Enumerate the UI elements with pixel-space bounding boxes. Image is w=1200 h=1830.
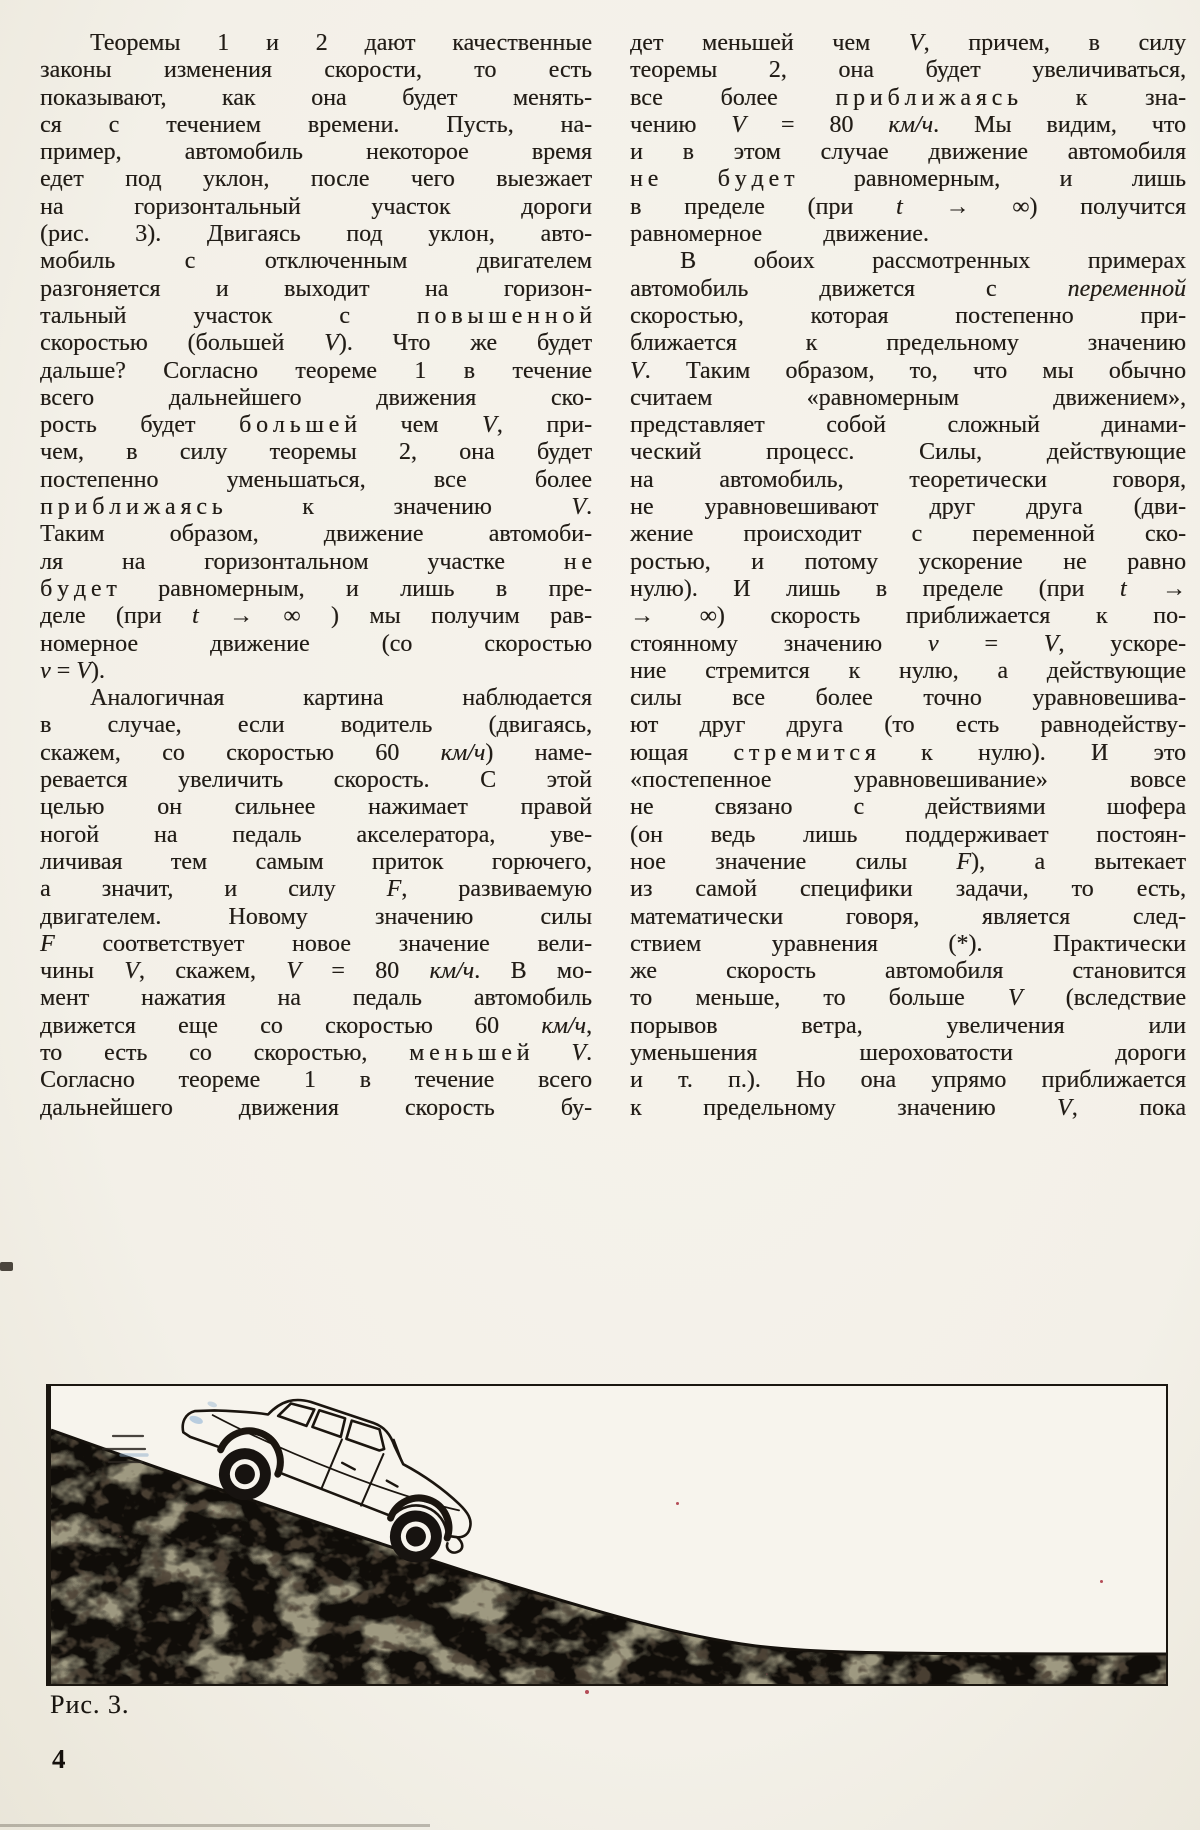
text-line: из самой специфики задачи, то есть, xyxy=(630,876,1186,903)
print-speck xyxy=(676,1502,679,1505)
text-line: v = V). xyxy=(40,657,105,684)
text-line: ся с течением времени. Пусть, на- xyxy=(40,111,592,138)
text-line: к предельному значению V, пока xyxy=(630,1094,1186,1121)
text-line: не связано с действиями шофера xyxy=(630,794,1186,821)
text-line: законы изменения скорости, то есть xyxy=(40,57,592,84)
text-line: V. Таким образом, то, что мы обычно xyxy=(630,357,1186,384)
text-line: а значит, и силу F, развиваемую xyxy=(40,876,592,903)
text-line: ногой на педаль акселератора, уве- xyxy=(40,821,592,848)
text-line: всего дальнейшего движения ско- xyxy=(40,384,592,411)
text-line: чем, в силу теоремы 2, она будет xyxy=(40,439,592,466)
text-line: чины V, скажем, V = 80 км/ч. В мо- xyxy=(40,958,592,985)
text-column-right xyxy=(630,30,1186,1122)
scan-bottom-edge xyxy=(0,1824,430,1827)
text-line: Теоремы 1 и 2 дают качественные xyxy=(90,30,592,56)
text-line: дальнейшего движения скорость бу- xyxy=(40,1094,592,1121)
text-line: разгоняется и выходит на горизон- xyxy=(40,275,592,302)
text-line: и в этом случае движение автомобиля xyxy=(630,139,1186,166)
text-line: то меньше, то больше V (вследствие xyxy=(630,985,1186,1012)
text-line: не уравновешивают друг друга (дви- xyxy=(630,494,1186,521)
text-line: равномерное движение. xyxy=(630,221,929,248)
text-line: ное значение силы F), а вытекает xyxy=(630,848,1186,875)
text-line: двигателем. Новому значению силы xyxy=(40,903,592,930)
text-line: порывов ветра, увеличения или xyxy=(630,1012,1186,1039)
text-line: ля на горизонтальном участке н е xyxy=(40,548,592,575)
text-line: едет под уклон, после чего выезжает xyxy=(40,166,592,193)
text-line: дет меньшей чем V, причем, в силу xyxy=(630,30,1186,56)
figure-caption: Рис. 3. xyxy=(50,1690,130,1719)
text-line: в случае, если водитель (двигаясь, xyxy=(40,712,592,739)
text-line: силы все более точно уравновешива- xyxy=(630,685,1186,712)
text-line: → ∞) скорость приближается к по- xyxy=(630,603,1186,630)
text-line: Аналогичная картина наблюдается xyxy=(90,685,592,712)
text-line: скажем, со скоростью 60 км/ч) наме- xyxy=(40,739,592,766)
text-line: дальше? Согласно теореме 1 в течение xyxy=(40,357,592,384)
text-line: мент нажатия на педаль автомобиль xyxy=(40,985,592,1012)
text-line: F соответствует новое значение вели- xyxy=(40,930,592,957)
text-line: (рис. 3). Двигаясь под уклон, авто- xyxy=(40,221,592,248)
text-line: ческий процесс. Силы, действующие xyxy=(630,439,1186,466)
text-line: ющая с т р е м и т с я к нулю). И это xyxy=(630,739,1186,766)
print-speck xyxy=(1100,1580,1103,1583)
text-line: Согласно теореме 1 в течение всего xyxy=(40,1067,592,1094)
text-line: (он ведь лишь поддерживает постоян- xyxy=(630,821,1186,848)
text-line: ростью, и потому ускорение не равно xyxy=(630,548,1186,575)
text-line: мобиль с отключенным двигателем xyxy=(40,248,592,275)
text-line: н е б у д е т равномерным, и лишь xyxy=(630,166,1186,193)
page-number: 4 xyxy=(52,1744,66,1774)
print-speck xyxy=(585,1690,589,1694)
text-line: п р и б л и ж а я с ь к значению V. xyxy=(40,494,592,521)
text-line: теоремы 2, она будет увеличиваться, xyxy=(630,57,1186,84)
text-line: все более п р и б л и ж а я с ь к зна- xyxy=(630,84,1186,111)
text-line: представляет собой сложный динами- xyxy=(630,412,1186,439)
scan-margin-mark xyxy=(0,1262,13,1271)
text-line: на горизонтальный участок дороги xyxy=(40,193,592,220)
text-line: деле (при t → ∞ ) мы получим рав- xyxy=(40,603,593,630)
text-line: стоянному значению v = V, ускоре- xyxy=(630,630,1186,657)
text-line: скоростью (большей V). Что же будет xyxy=(40,330,592,357)
text-line: уменьшения шероховатости дороги xyxy=(630,1039,1186,1066)
text-line: постепенно уменьшаться, все более xyxy=(40,466,592,493)
text-line: автомобиль движется с переменной xyxy=(630,275,1186,302)
text-line: ближается к предельному значению xyxy=(630,330,1186,357)
text-column-left xyxy=(40,30,592,1122)
text-line: показывают, как она будет менять- xyxy=(40,84,592,111)
figure-3-frame xyxy=(46,1384,1168,1686)
text-line: ние стремится к нулю, а действующие xyxy=(630,657,1186,684)
text-line: считаем «равномерным движением», xyxy=(630,384,1186,411)
text-line: скоростью, которая постепенно при- xyxy=(630,302,1186,329)
text-line: номерное движение (со скоростью xyxy=(40,630,592,657)
text-line: б у д е т равномерным, и лишь в пре- xyxy=(40,575,592,602)
text-line: ют друг друга (то есть равнодейству- xyxy=(630,712,1186,739)
text-line: В обоих рассмотренных примерах xyxy=(680,248,1186,275)
text-line: жение происходит с переменной ско- xyxy=(630,521,1186,548)
text-line: Таким образом, движение автомоби- xyxy=(40,521,592,548)
text-line: пример, автомобиль некоторое время xyxy=(40,139,592,166)
text-line: и т. п.). Но она упрямо приближается xyxy=(630,1067,1186,1094)
text-line: личивая тем самым приток горючего, xyxy=(40,848,592,875)
car-descending-slope-illustration xyxy=(51,1386,1166,1684)
text-line: нулю). И лишь в пределе (при t → xyxy=(630,575,1186,602)
text-line: тальный участок с п о в ы ш е н н о й xyxy=(40,302,592,329)
text-line: рость будет б о л ь ш е й чем V, при- xyxy=(40,412,592,439)
text-line: на автомобиль, теоретически говоря, xyxy=(630,466,1186,493)
text-line: ревается увеличить скорость. С этой xyxy=(40,767,592,794)
text-line: движется еще со скоростью 60 км/ч, xyxy=(40,1012,592,1039)
text-line: то есть со скоростью, м е н ь ш е й V. xyxy=(40,1039,592,1066)
text-line: в пределе (при t → ∞) получится xyxy=(630,193,1186,220)
text-line: ствием уравнения (*). Практически xyxy=(630,930,1186,957)
text-line: же скорость автомобиля становится xyxy=(630,958,1186,985)
text-line: целью он сильнее нажимает правой xyxy=(40,794,592,821)
text-line: чению V = 80 км/ч. Мы видим, что xyxy=(630,111,1187,138)
text-line: математически говоря, является след- xyxy=(630,903,1186,930)
text-line: «постепенное уравновешивание» вовсе xyxy=(630,767,1186,794)
